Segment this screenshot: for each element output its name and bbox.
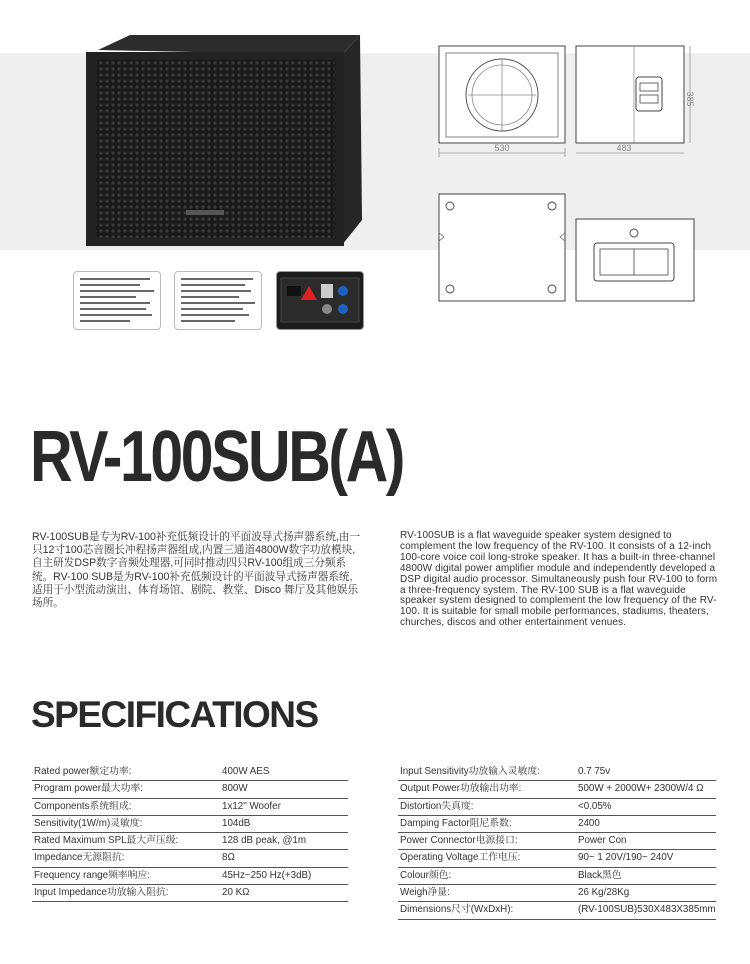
spec-label: Input Impedance功放输入阻抗: [34, 887, 169, 899]
spec-label: Components系统组成: [34, 800, 132, 812]
spec-value: 20 KΩ [222, 887, 250, 899]
spec-value: 8Ω [222, 852, 235, 864]
spec-sheet-thumbnail-2 [174, 271, 262, 330]
spec-row [398, 902, 716, 919]
spec-label: Output Power功放输出功率: [400, 783, 522, 795]
spec-label: Frequency range频率响应: [34, 869, 150, 881]
spec-value: 400W AES [222, 766, 270, 777]
specs-table-left [32, 764, 348, 902]
description-english: RV-100SUB is a flat waveguide speaker system designed to complement the low frequency of the RV-100. It consists of a 12-inch 100-core voice coil long-stroke speaker. It has a built-in three-channel 4800W digital power amplifier module and independently developed a DSP digital audio processor. Simultaneously push four RV-100 to form a three-frequency system. The RV-100 SUB is a flat waveguide speaker system designed to complement the low frequency of the RV-100. It is suitable for small mobile performances, stadiums, theaters, churches, discos and other entertainment venues. [400, 530, 718, 629]
spec-label: Sensitivity(1W/m)灵敏度: [34, 817, 143, 829]
spec-row [32, 833, 348, 850]
spec-label: Distortion失真度: [400, 800, 474, 812]
spec-row [32, 799, 348, 816]
spec-row [398, 816, 716, 833]
spec-label: Power Connector电源接口: [400, 835, 518, 847]
spec-label: Damping Factor阻尼系数: [400, 817, 512, 829]
spec-row [32, 850, 348, 867]
spec-label: Program power最大功率: [34, 783, 143, 795]
spec-value: 128 dB peak, @1m [222, 835, 307, 847]
spec-value: Power Con [578, 835, 627, 847]
spec-value: 500W + 2000W+ 2300W/4 Ω [578, 783, 704, 795]
speaker-product-image [80, 30, 370, 252]
spec-sheet-thumbnail-1 [73, 271, 161, 330]
description-chinese: RV-100SUB是专为RV-100补充低频设计的平面波导式扬声器系统,由一只12寸100芯音圈长冲程扬声器组成,内置三通道4800W数字功放模块,自主研发DSP数字音频处理器,可同时推动四只RV-100组成三分频系统。RV-100 SUB是为RV-100补充低频设计的平面波导式扬声器系统, 适用于小型流动演出、体育场馆、剧院、教堂、Disco 舞厅及其他娱乐场所。 [32, 531, 361, 610]
rear-view-drawing [574, 218, 698, 303]
spec-row [32, 816, 348, 833]
spec-value: 26 Kg/28Kg [578, 887, 630, 899]
specs-table-right [398, 764, 716, 920]
spec-row [398, 764, 716, 781]
spec-row [398, 868, 716, 885]
spec-label: Colour颜色: [400, 869, 452, 881]
spec-row [32, 868, 348, 885]
width-dimension-label: 530 [494, 143, 510, 153]
spec-value: 104dB [222, 817, 251, 829]
spec-value: 1x12" Woofer [222, 800, 281, 812]
spec-label: Impedance无源阻抗: [34, 852, 125, 864]
spec-row [398, 799, 716, 816]
model-title: RV-100SUB(A) [30, 417, 403, 497]
front-view-drawing [438, 45, 566, 163]
spec-label: Input Sensitivity功放输入灵敏度: [400, 766, 540, 777]
spec-value: (RV-100SUB)530X483X385mm [578, 904, 716, 916]
spec-value: 2400 [578, 817, 600, 829]
spec-row [398, 781, 716, 798]
spec-value: Black黑色 [578, 869, 622, 881]
side-view-drawing [574, 45, 698, 163]
spec-value: 45Hz~250 Hz(+3dB) [222, 869, 312, 881]
spec-row [32, 781, 348, 798]
spec-value: 800W [222, 783, 248, 795]
spec-row [32, 764, 348, 781]
spec-row [32, 885, 348, 902]
spec-row [398, 850, 716, 867]
height-dimension-label: 385 [685, 91, 695, 107]
spec-row [398, 833, 716, 850]
spec-value: 0.7 75v [578, 766, 611, 777]
spec-label: Weigh净量: [400, 887, 450, 899]
spec-label: Dimensions尺寸(WxDxH): [400, 904, 514, 916]
top-view-drawing [438, 193, 566, 303]
spec-label: Operating Voltage工作电压: [400, 852, 521, 864]
spec-row [398, 885, 716, 902]
spec-value: 90~ 1 20V/190~ 240V [578, 852, 674, 864]
spec-value: <0.05% [578, 800, 612, 812]
spec-label: Rated power额定功率: [34, 766, 132, 777]
depth-dimension-label: 483 [616, 143, 632, 153]
specifications-title: SPECIFICATIONS [31, 694, 318, 735]
rear-panel-thumbnail [276, 271, 364, 330]
spec-label: Rated Maximum SPL最大声压级: [34, 835, 179, 847]
